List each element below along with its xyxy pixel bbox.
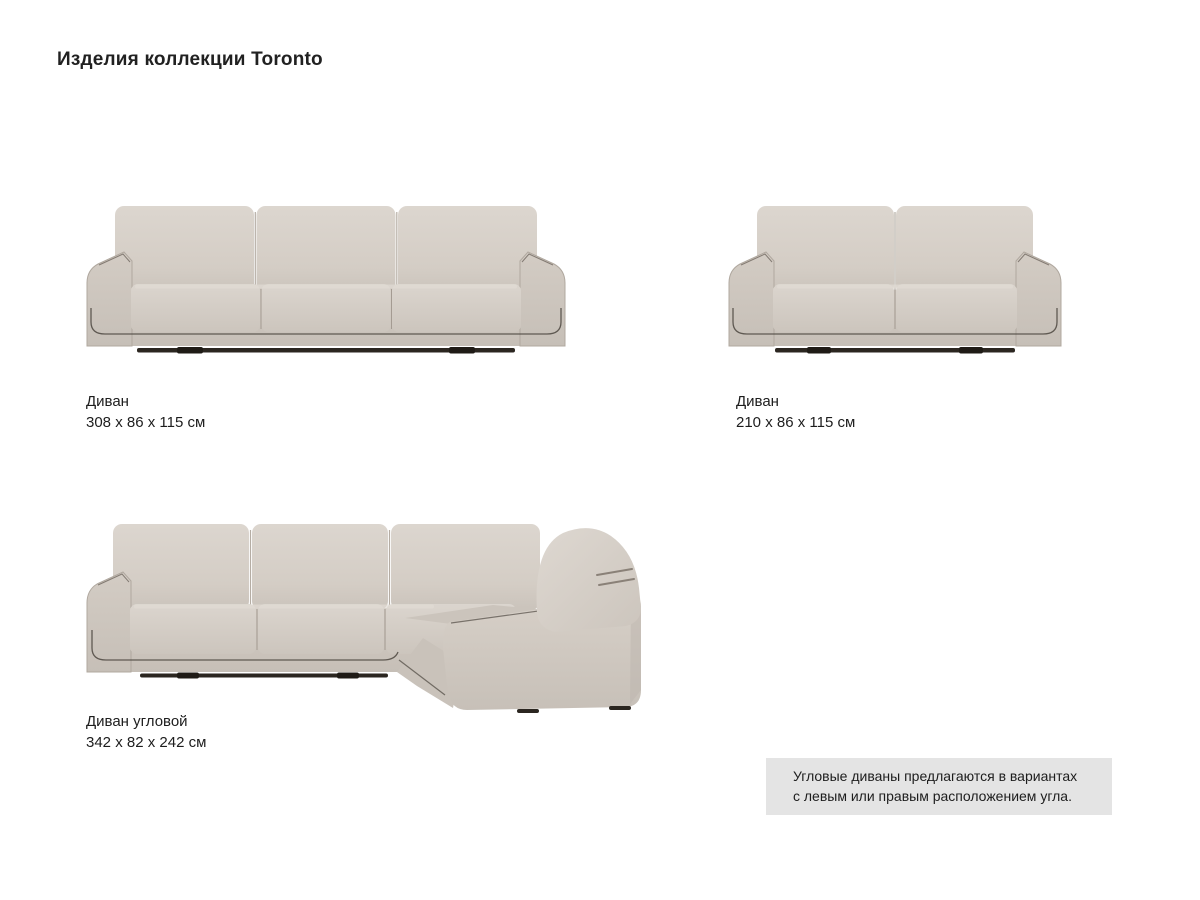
sofa-2-seat-image bbox=[727, 204, 1063, 356]
product-label-sofa-corner bbox=[86, 711, 206, 753]
product-name: Диван угловой bbox=[86, 713, 188, 730]
sofa-corner-image bbox=[85, 520, 657, 714]
page-title: Изделия коллекции Toronto bbox=[57, 49, 323, 70]
product-dimensions: 308 x 86 x 115 см bbox=[86, 414, 206, 431]
product-dimensions: 210 x 86 x 115 см bbox=[736, 414, 856, 431]
sofa-3-seat-image bbox=[85, 204, 567, 356]
corner-sofa-note bbox=[766, 758, 1112, 815]
note-line-2: с левым или правым расположением угла. bbox=[793, 788, 1072, 804]
product-name: Диван bbox=[86, 393, 129, 410]
product-label-sofa-2-seat bbox=[736, 391, 855, 433]
note-line-1: Угловые диваны предлагаются в вариантах bbox=[793, 768, 1078, 784]
product-label-sofa-3-seat bbox=[86, 391, 205, 433]
product-dimensions: 342 x 82 x 242 см bbox=[86, 734, 207, 751]
product-name: Диван bbox=[736, 393, 779, 410]
